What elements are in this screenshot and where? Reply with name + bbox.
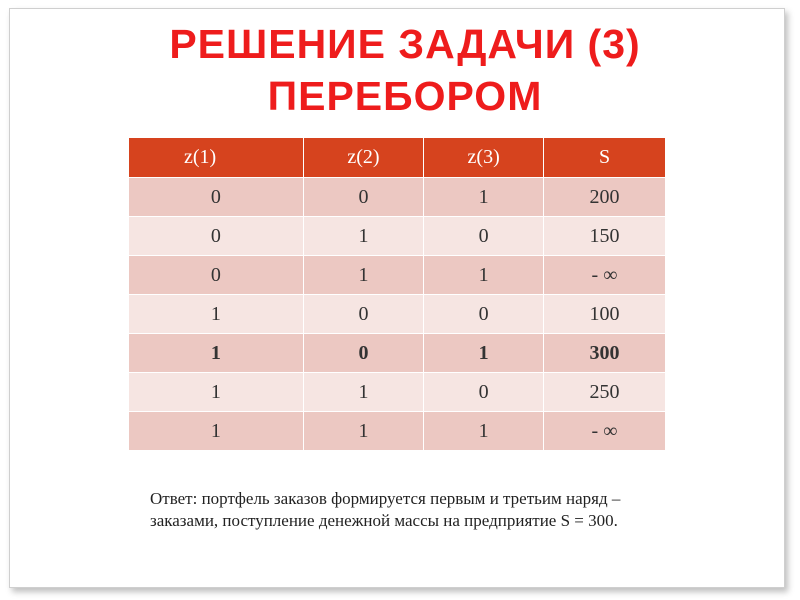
- table-row: [129, 256, 665, 295]
- cell-s: 150: [544, 217, 666, 256]
- table-row-optimal: [129, 334, 665, 373]
- cell-s: 300: [544, 334, 666, 373]
- cell-z3: 1: [424, 256, 544, 295]
- header-s: S: [544, 138, 666, 178]
- cell-z1: 1: [129, 295, 303, 334]
- cell-s: 100: [544, 295, 666, 334]
- table-row: [129, 373, 665, 412]
- cell-s: - ∞: [544, 256, 666, 295]
- cell-z3: 0: [424, 295, 544, 334]
- cell-s: 250: [544, 373, 666, 412]
- table-row: [129, 412, 665, 451]
- answer-text: Ответ: портфель заказов формируется первым и третьим наряд – заказами, поступление денежной массы на предприятие S = 300.: [150, 489, 621, 530]
- cell-z2: 1: [303, 217, 424, 256]
- cell-z2: 0: [303, 334, 424, 373]
- cell-z2: 0: [303, 178, 424, 217]
- cell-z2: 1: [303, 256, 424, 295]
- cell-s: 200: [544, 178, 666, 217]
- slide-title-line-1: РЕШЕНИЕ ЗАДАЧИ (3): [169, 21, 641, 67]
- cell-z1: 0: [129, 178, 303, 217]
- cell-z3: 0: [424, 373, 544, 412]
- table-row: [129, 295, 665, 334]
- cell-z2: 0: [303, 295, 424, 334]
- cell-z1: 1: [129, 373, 303, 412]
- header-z1: z(1): [129, 138, 303, 178]
- cell-z2: 1: [303, 412, 424, 451]
- cell-z3: 1: [424, 334, 544, 373]
- cell-z2: 1: [303, 373, 424, 412]
- slide-title: [0, 18, 800, 122]
- cell-z3: 1: [424, 178, 544, 217]
- cell-s: - ∞: [544, 412, 666, 451]
- cell-z3: 1: [424, 412, 544, 451]
- table-row: [129, 217, 665, 256]
- cell-z3: 0: [424, 217, 544, 256]
- cell-z1: 1: [129, 334, 303, 373]
- header-z3: z(3): [424, 138, 544, 178]
- slide-title-line-2: ПЕРЕБОРОМ: [267, 73, 543, 119]
- cell-z1: 0: [129, 256, 303, 295]
- enumeration-table: [129, 138, 665, 450]
- cell-z1: 0: [129, 217, 303, 256]
- table-header-row: [129, 138, 665, 178]
- table-row: [129, 178, 665, 217]
- header-z2: z(2): [303, 138, 424, 178]
- cell-z1: 1: [129, 412, 303, 451]
